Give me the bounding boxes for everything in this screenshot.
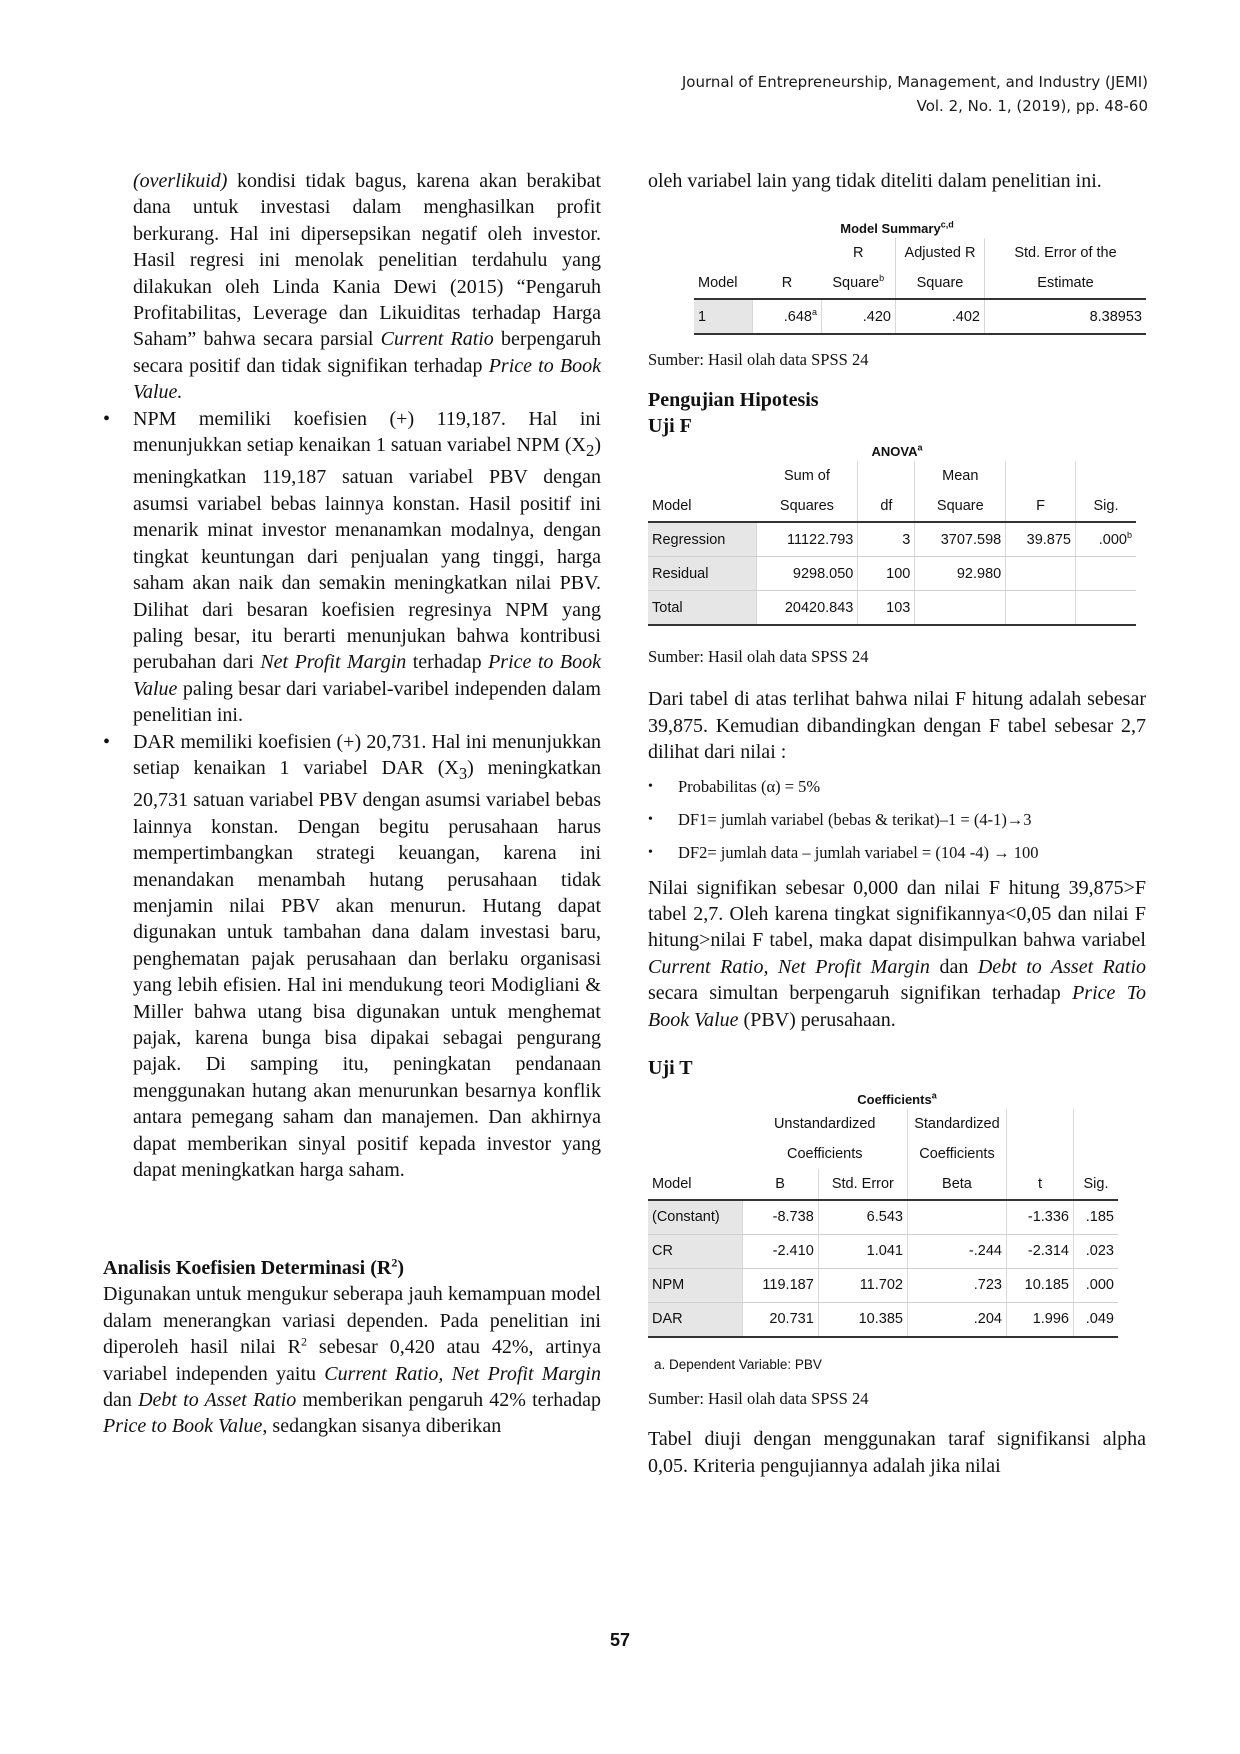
coef-row-constant: (Constant) -8.738 6.543 -1.336 .185 xyxy=(648,1200,1118,1235)
coefficients-table: Unstandardized Standardized Coefficients Coefficients Model B Std. Error Beta t Sig. (Constant) -8.738 6.543 -1.336 .185 CR -2.410 1.041 -.244 -2.314 .023 NPM 119.187 11.702 .723 10.185 .000 DAR 20.731 10.385 .204 1.996 .049 xyxy=(648,1109,1118,1338)
page-number: 57 xyxy=(609,1630,631,1650)
r2-paragraph: Digunakan untuk mengukur seberapa jauh kemampuan model dalam menerangkan variasi dependen. Pada penelitian ini diperoleh hasil nilai $R^2$ sebesar 0,420 atau 42%, artinya variabel independen yaitu Current Ratio, Net Profit Margin dan Debt to Asset Ratio memberikan pengaruh 42% terhadap Price to Book Value, sedangkan sisanya diberikan xyxy=(103,1283,601,1438)
source-note-2: Sumber: Hasil olah data SPSS 24 xyxy=(648,647,869,667)
source-note-3: Sumber: Hasil olah data SPSS 24 xyxy=(648,1389,869,1409)
f-bullet-probability: • Probabilitas (α) = 5% xyxy=(648,770,1146,803)
model-summary-table: R Adjusted R Std. Error of the Model R Square$^b$ Square Estimate 1 .648$^a$ .420 .402 8.38953 xyxy=(694,238,1146,335)
journal-volume: Vol. 2, No. 1, (2019), pp. 48-60 xyxy=(916,97,1148,115)
journal-header xyxy=(682,70,1148,118)
model-summary-row: 1 .648$^a$ .420 .402 8.38953 xyxy=(694,299,1146,334)
f-bullet-df1: • DF1= jumlah variabel (bebas & terikat)–1 = (4-1)→3 xyxy=(648,803,1146,836)
coefficient-bullets xyxy=(103,406,601,1184)
coef-row-cr: CR -2.410 1.041 -.244 -2.314 .023 xyxy=(648,1235,1118,1269)
coef-row-npm: NPM 119.187 11.702 .723 10.185 .000 xyxy=(648,1269,1118,1303)
model-summary-title: Model Summary$^{c,d}$ xyxy=(840,220,954,237)
hypothesis-title: Pengujian Hipotesis xyxy=(648,389,819,412)
uji-t-title: Uji T xyxy=(648,1057,693,1080)
anova-row-residual: Residual 9298.050 100 92.980 xyxy=(648,557,1136,591)
f-bullet-df2: • DF2= jumlah data – jumlah variabel = (104 -4) → 100 xyxy=(648,836,1146,869)
coefficients-title: Coefficients$^a$ xyxy=(857,1090,937,1108)
final-paragraph: Tabel diuji dengan menggunakan taraf signifikansi alpha 0,05. Kriteria pengujiannya adalah jika nilai xyxy=(648,1428,1146,1477)
f-test-paragraph: Dari tabel di atas terlihat bahwa nilai F hitung adalah sebesar 39,875. Kemudian dibandingkan dengan F tabel sebesar 2,7 dilihat dari nilai : xyxy=(648,688,1146,764)
right-column xyxy=(648,168,1146,1479)
uji-f-title: Uji F xyxy=(648,415,692,438)
r2-section-title: Analisis Koefisien Determinasi $(R^2)$ xyxy=(103,1255,404,1280)
dar-bullet: • DAR memiliki koefisien (+) 20,731. Hal ini menunjukkan setiap kenaikan 1 variabel DAR $(X_3)$ meningkatkan 20,731 satuan variabel PBV dengan asumsi variabel bebas lainnya konstan. Dengan begitu perusahaan harus mempertimbangkan strategi keuangan, karena ini menandakan menambah hutang perusahaan tidak menjamin nilai PBV akan menurun. Hutang dapat digunakan untuk tambahan dana dalam investasi baru, penghematan pajak perusahaan dan berlaku organisasi yang lebih efisien. Hal ini mendukung teori Modigliani & Miller bahwa utang bisa digunakan untuk menghemat pajak, karena bunga bisa dipakai sebagai pengurang pajak. Di samping itu, peningkatan pendanaan menggunakan hutang akan menurunkan besarnya konflik antara pemegang saham dan manajemen. Dan akhirnya dapat memberikan sinyal positif kepada investor yang dapat meningkatkan harga saham. xyxy=(103,729,601,1184)
npm-bullet: • NPM memiliki koefisien (+) 119,187. Hal ini menunjukkan setiap kenaikan 1 satuan variabel NPM $(X_2)$ meningkatkan 119,187 satuan variabel PBV dengan asumsi variabel bebas lainnya konstan. Hasil positif ini menarik minat investor menanamkan modalnya, dengan tingkat keuntungan dari penjualan yang tinggi, harga saham akan naik dan semakin meningkatkan nilai PBV. Dilihat dari besaran koefisien regresinya NPM yang paling besar, itu berarti menunjukan bahwa kontribusi perubahan dari Net Profit Margin terhadap Price to Book Value paling besar dari variabel-varibel independen dalam penelitian ini. xyxy=(103,406,601,729)
journal-name: Journal of Entrepreneurship, Management, and Industry (JEMI) xyxy=(681,73,1148,91)
coef-row-dar: DAR 20.731 10.385 .204 1.996 .049 xyxy=(648,1303,1118,1338)
anova-row-total: Total 20420.843 103 xyxy=(648,591,1136,626)
left-column xyxy=(103,168,601,1440)
continuation-paragraph: oleh variabel lain yang tidak diteliti dalam penelitian ini. xyxy=(648,170,1102,192)
significance-paragraph: Nilai signifikan sebesar 0,000 dan nilai F hitung 39,875>F tabel 2,7. Oleh karena tingkat signifikannya<0,05 dan nilai F hitung>nilai F tabel, maka dapat disimpulkan bahwa variabel Current Ratio, Net Profit Margin dan Debt to Asset Ratio secara simultan berpengaruh signifikan terhadap Price To Book Value (PBV) perusahaan. xyxy=(648,876,1146,1031)
dependent-variable-note: a. Dependent Variable: PBV xyxy=(654,1357,822,1373)
anova-table: Sum of Mean Model Squares df Square F Sig. Regression 11122.793 3 3707.598 39.875 .000$^b$ Residual 9298.050 100 92.980 Total 20420.843 103 xyxy=(648,461,1136,626)
anova-row-regression: Regression 11122.793 3 3707.598 39.875 .000$^b$ xyxy=(648,522,1136,557)
f-test-bullets xyxy=(648,770,1146,869)
source-note-1: Sumber: Hasil olah data SPSS 24 xyxy=(648,350,869,370)
intro-paragraph: (overlikuid) kondisi tidak bagus, karena akan berakibat dana untuk investasi dalam menghasilkan profit berkurang. Hal ini dipersepsikan negatif oleh investor. Hasil regresi ini menolak penelitian terdahulu yang dilakukan oleh Linda Kania Dewi (2015) “Pengaruh Profitabilitas, Leverage dan Likuiditas terhadap Harga Saham” bahwa secara parsial Current Ratio berpengaruh secara positif dan tidak signifikan terhadap Price to Book Value. xyxy=(133,170,601,404)
anova-title: ANOVA$^a$ xyxy=(871,443,923,460)
